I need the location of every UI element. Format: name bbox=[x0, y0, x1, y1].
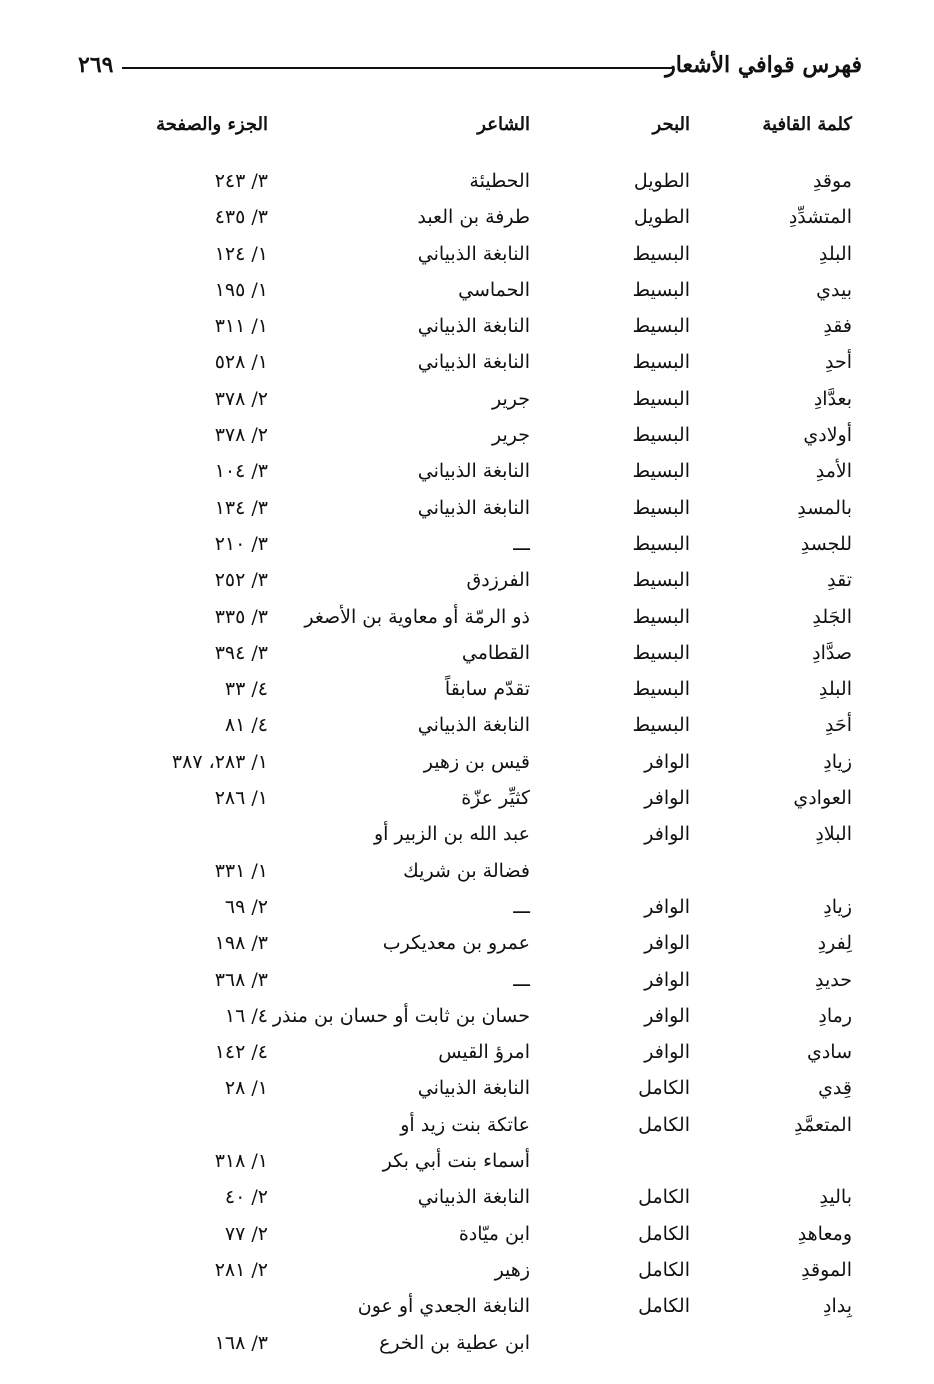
cell-ref: ٢/ ٦٩ bbox=[224, 895, 268, 918]
cell-qafia: باليدِ bbox=[819, 1186, 852, 1209]
cell-poet: الحماسي bbox=[458, 278, 530, 301]
cell-poet: النابغة الذبياني bbox=[417, 714, 530, 737]
table-row bbox=[0, 168, 934, 204]
cell-ref: ١/ ٣٣١ bbox=[214, 859, 268, 882]
cell-bahr: البسيط bbox=[632, 496, 690, 519]
cell-poet: الحطيئة bbox=[469, 170, 530, 192]
cell-ref: ٢/ ٣٧٨ bbox=[214, 387, 268, 410]
table-row bbox=[0, 640, 934, 676]
cell-qafia: البلادِ bbox=[815, 823, 852, 846]
column-header-bahr: البحر bbox=[652, 114, 690, 135]
cell-ref: ١/ ٣١٨ bbox=[214, 1150, 268, 1173]
table-row bbox=[0, 821, 934, 857]
cell-poet: زهير bbox=[494, 1258, 530, 1281]
cell-qafia: زيادِ bbox=[823, 895, 852, 918]
cell-bahr: الوافر bbox=[644, 823, 690, 846]
page-title: فهرس قوافي الأشعار bbox=[665, 52, 862, 78]
column-header-poet: الشاعر bbox=[477, 114, 530, 135]
cell-ref: ٣/ ٢١٠ bbox=[214, 532, 268, 555]
cell-qafia: العوادي bbox=[793, 787, 852, 810]
table-row bbox=[0, 676, 934, 712]
cell-qafia: موقدِ bbox=[812, 170, 852, 192]
cell-ref: ١/ ٢٨٣، ٣٨٧ bbox=[171, 750, 268, 773]
cell-bahr: البسيط bbox=[632, 532, 690, 555]
cell-qafia: قِدي bbox=[818, 1077, 852, 1100]
cell-poet: النابغة الذبياني bbox=[417, 1077, 530, 1100]
cell-qafia: بيدي bbox=[816, 278, 852, 301]
page-number: ٢٦٩ bbox=[78, 52, 114, 78]
table-row bbox=[0, 858, 934, 894]
table-row bbox=[0, 277, 934, 313]
cell-bahr: الكامل bbox=[638, 1222, 690, 1245]
cell-ref: ١/ ٥٢٨ bbox=[214, 351, 268, 374]
table-row bbox=[0, 1112, 934, 1148]
cell-ref: ١/ ٢٨٦ bbox=[214, 787, 268, 810]
cell-qafia: لِفردِ bbox=[817, 932, 852, 955]
cell-qafia: سادي bbox=[806, 1041, 852, 1064]
cell-bahr: الطويل bbox=[633, 170, 690, 192]
cell-poet: النابغة الذبياني bbox=[417, 351, 530, 374]
cell-qafia: بِدادِ bbox=[822, 1295, 852, 1318]
cell-bahr: الوافر bbox=[644, 968, 690, 991]
cell-bahr: البسيط bbox=[632, 460, 690, 483]
header-rule bbox=[122, 67, 672, 69]
cell-qafia: البلدِ bbox=[818, 678, 852, 701]
cell-poet: النابغة الذبياني bbox=[417, 242, 530, 265]
table-row bbox=[0, 894, 934, 930]
cell-ref: ١/ ٢٨ bbox=[224, 1077, 268, 1100]
cell-bahr: الوافر bbox=[644, 787, 690, 810]
cell-bahr: البسيط bbox=[632, 387, 690, 410]
cell-bahr: البسيط bbox=[632, 315, 690, 338]
cell-qafia: للجسدِ bbox=[800, 532, 852, 555]
cell-poet: عمرو بن معديكرب bbox=[382, 932, 530, 955]
cell-bahr: البسيط bbox=[632, 678, 690, 701]
cell-ref: ١/ ٣١١ bbox=[214, 315, 268, 338]
cell-bahr: البسيط bbox=[632, 714, 690, 737]
table-row bbox=[0, 422, 934, 458]
table-row bbox=[0, 349, 934, 385]
cell-bahr: البسيط bbox=[632, 424, 690, 447]
cell-poet: النابغة الجعدي أو عون bbox=[357, 1295, 530, 1318]
cell-poet: ذو الرمّة أو معاوية بن الأصغر bbox=[304, 605, 530, 628]
cell-qafia: أحَدِ bbox=[825, 714, 852, 737]
cell-ref: ٣/ ١٦٨ bbox=[214, 1331, 268, 1354]
cell-qafia: حديدِ bbox=[815, 968, 852, 991]
cell-bahr: الكامل bbox=[638, 1295, 690, 1318]
cell-qafia: زيادِ bbox=[823, 750, 852, 773]
table-row bbox=[0, 967, 934, 1003]
cell-bahr: الوافر bbox=[644, 895, 690, 918]
cell-poet: القطامي bbox=[461, 641, 530, 664]
cell-ref: ٣/ ٣٣٥ bbox=[214, 605, 268, 628]
cell-qafia: المتشدِّدِ bbox=[788, 206, 852, 229]
cell-bahr: البسيط bbox=[632, 569, 690, 592]
table-row bbox=[0, 204, 934, 240]
cell-qafia: البلدِ bbox=[818, 242, 852, 265]
table-row bbox=[0, 567, 934, 603]
cell-poet: جرير bbox=[492, 424, 530, 447]
cell-qafia: ومعاهدِ bbox=[797, 1222, 852, 1245]
table-row bbox=[0, 458, 934, 494]
cell-qafia: أولادي bbox=[803, 424, 852, 447]
cell-ref: ٣/ ١٣٤ bbox=[214, 496, 268, 519]
cell-bahr: الكامل bbox=[638, 1258, 690, 1281]
cell-poet: جرير bbox=[492, 387, 530, 410]
table-row bbox=[0, 1039, 934, 1075]
table-row bbox=[0, 386, 934, 422]
cell-poet: أسماء بنت أبي بكر bbox=[382, 1150, 530, 1173]
cell-poet: امرؤ القيس bbox=[438, 1041, 530, 1064]
cell-ref: ٢/ ٧٧ bbox=[224, 1222, 268, 1245]
cell-bahr: الوافر bbox=[644, 932, 690, 955]
cell-bahr: البسيط bbox=[632, 605, 690, 628]
cell-poet: ـــ bbox=[513, 968, 530, 991]
table-row bbox=[0, 604, 934, 640]
cell-poet: ـــ bbox=[513, 895, 530, 918]
cell-bahr: الوافر bbox=[644, 1004, 690, 1027]
cell-poet: قيس بن زهير bbox=[423, 750, 530, 773]
table-row bbox=[0, 1257, 934, 1293]
cell-bahr: الطويل bbox=[633, 206, 690, 229]
cell-qafia: المتعمَّدِ bbox=[794, 1113, 852, 1136]
cell-ref: ٣/ ٣٩٤ bbox=[214, 641, 268, 664]
cell-poet: حسان بن ثابت أو حسان بن منذر bbox=[272, 1004, 530, 1027]
cell-bahr: الكامل bbox=[638, 1186, 690, 1209]
running-head bbox=[72, 48, 862, 88]
cell-bahr: الكامل bbox=[638, 1077, 690, 1100]
cell-qafia: أحدِ bbox=[825, 351, 852, 374]
cell-ref: ٢/ ٢٨١ bbox=[214, 1258, 268, 1281]
cell-poet: كثيِّر عزّة bbox=[461, 787, 530, 810]
cell-poet: ابن ميّادة bbox=[458, 1222, 530, 1245]
cell-ref: ٢/ ٣٧٨ bbox=[214, 424, 268, 447]
table-row bbox=[0, 531, 934, 567]
table-row bbox=[0, 495, 934, 531]
cell-qafia: رمادِ bbox=[818, 1004, 852, 1027]
cell-poet: الفرزدق bbox=[466, 569, 530, 592]
table-row bbox=[0, 1330, 934, 1366]
table-row bbox=[0, 1003, 934, 1039]
cell-qafia: الأمدِ bbox=[815, 460, 852, 483]
cell-ref: ٣/ ١٠٤ bbox=[214, 460, 268, 483]
cell-ref: ٤/ ٨١ bbox=[224, 714, 268, 737]
cell-bahr: الوافر bbox=[644, 750, 690, 773]
cell-ref: ٣/ ٢٥٢ bbox=[214, 569, 268, 592]
column-header-qafia: كلمة القافية bbox=[762, 114, 852, 135]
cell-poet: ابن عطية بن الخرع bbox=[379, 1331, 530, 1354]
cell-qafia: بعدَّادِ bbox=[813, 387, 852, 410]
table-row bbox=[0, 785, 934, 821]
cell-bahr: البسيط bbox=[632, 641, 690, 664]
cell-poet: ـــ bbox=[513, 532, 530, 555]
cell-poet: النابغة الذبياني bbox=[417, 460, 530, 483]
column-header-ref: الجزء والصفحة bbox=[156, 114, 268, 135]
table-row bbox=[0, 712, 934, 748]
cell-qafia: الموقدِ bbox=[801, 1258, 852, 1281]
cell-poet: النابغة الذبياني bbox=[417, 315, 530, 338]
cell-poet: تقدّم سابقاً bbox=[444, 678, 530, 701]
table-row bbox=[0, 749, 934, 785]
cell-bahr: البسيط bbox=[632, 351, 690, 374]
table-row bbox=[0, 1184, 934, 1220]
cell-ref: ١/ ١٢٤ bbox=[214, 242, 268, 265]
table-row bbox=[0, 1293, 934, 1329]
table-row bbox=[0, 1148, 934, 1184]
cell-qafia: تقدِ bbox=[827, 569, 852, 592]
table-row bbox=[0, 313, 934, 349]
cell-poet: طرفة بن العبد bbox=[417, 206, 530, 229]
cell-ref: ١/ ١٩٥ bbox=[214, 278, 268, 301]
cell-ref: ٣/ ٣٦٨ bbox=[214, 968, 268, 991]
cell-ref: ٣/ ١٩٨ bbox=[214, 932, 268, 955]
cell-qafia: صدَّادِ bbox=[812, 641, 852, 664]
cell-ref: ٣/ ٤٣٥ bbox=[214, 206, 268, 229]
table-row bbox=[0, 1075, 934, 1111]
column-headers bbox=[0, 114, 934, 146]
cell-bahr: البسيط bbox=[632, 278, 690, 301]
cell-qafia: فقدِ bbox=[823, 315, 852, 338]
index-table bbox=[0, 168, 934, 1366]
cell-ref: ٤/ ١٤٢ bbox=[214, 1041, 268, 1064]
cell-poet: النابغة الذبياني bbox=[417, 1186, 530, 1209]
cell-bahr: البسيط bbox=[632, 242, 690, 265]
cell-ref: ٣/ ٢٤٣ bbox=[214, 170, 268, 192]
cell-qafia: الجَلدِ bbox=[812, 605, 852, 628]
cell-poet: عبد الله بن الزبير أو bbox=[373, 823, 530, 846]
cell-poet: فضالة بن شريك bbox=[403, 859, 530, 882]
cell-ref: ٤/ ٣٣ bbox=[224, 678, 268, 701]
cell-poet: النابغة الذبياني bbox=[417, 496, 530, 519]
cell-qafia: بالمسدِ bbox=[797, 496, 852, 519]
table-row bbox=[0, 241, 934, 277]
table-row bbox=[0, 930, 934, 966]
cell-ref: ٢/ ٤٠ bbox=[224, 1186, 268, 1209]
cell-bahr: الوافر bbox=[644, 1041, 690, 1064]
cell-ref: ٤/ ١٦ bbox=[224, 1004, 268, 1027]
table-row bbox=[0, 1221, 934, 1257]
cell-poet: عاتكة بنت زيد أو bbox=[400, 1113, 530, 1136]
cell-bahr: الكامل bbox=[638, 1113, 690, 1136]
